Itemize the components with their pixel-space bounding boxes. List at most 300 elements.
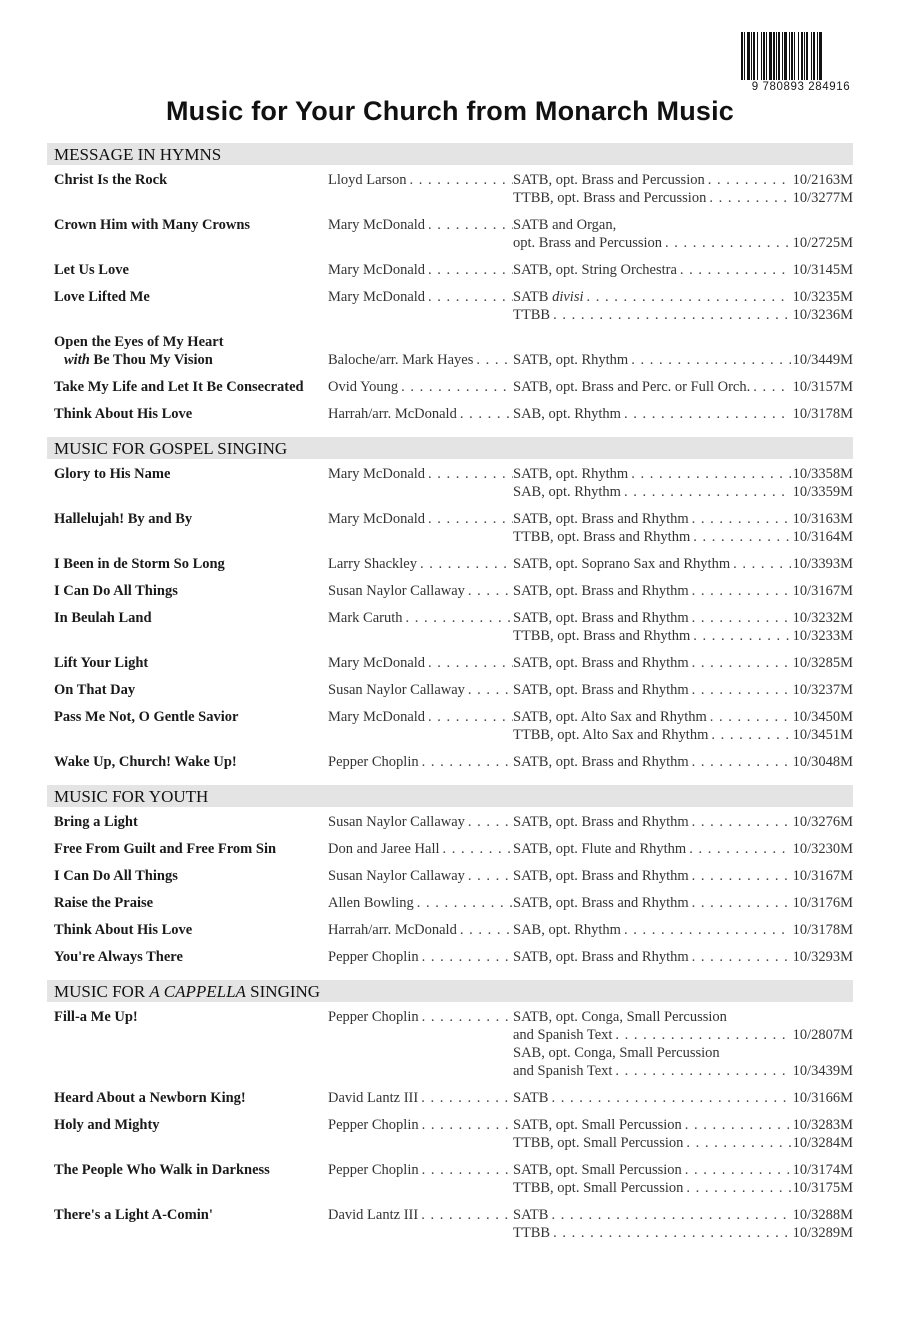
composer <box>328 1161 513 1179</box>
dot-leader <box>587 288 791 306</box>
voicing-line <box>513 1026 853 1044</box>
dot-leader <box>693 627 790 645</box>
voicings <box>513 654 853 672</box>
voicing-text <box>513 234 665 252</box>
voicing-label: SATB, opt. Brass and Percussion <box>513 172 705 188</box>
dot-leader <box>624 921 791 939</box>
voicing-text <box>513 189 709 207</box>
catalog-number: 10/3230M <box>792 841 853 857</box>
voicing-label: SATB, opt. Brass and Rhythm <box>513 583 689 599</box>
list-item <box>47 1161 853 1197</box>
composer-name: Susan Naylor Callaway <box>328 814 465 830</box>
list-item <box>47 582 853 600</box>
voicing-label: TTBB, opt. Small Percussion <box>513 1135 684 1151</box>
dot-leader <box>631 351 790 369</box>
song-title <box>54 510 322 528</box>
list-item <box>47 867 853 885</box>
list-item <box>47 609 853 645</box>
voicing-label: TTBB <box>513 307 551 323</box>
voicing-emphasis: divisi <box>552 289 584 305</box>
song-title-text: Let Us Love <box>54 262 129 278</box>
voicing-label: SATB, opt. Brass and Rhythm <box>513 895 689 911</box>
voicing-label: SATB, opt. Alto Sax and Rhythm <box>513 709 707 725</box>
barcode-bars <box>740 32 868 80</box>
section-list <box>47 459 853 771</box>
voicing-label: SATB, opt. Rhythm <box>513 352 629 368</box>
voicing-label: SATB, opt. Flute and Rhythm <box>513 841 687 857</box>
voicings <box>513 378 853 396</box>
voicings <box>513 867 853 885</box>
section-header <box>47 437 853 459</box>
voicing-line <box>513 726 853 744</box>
dot-leader <box>692 582 791 600</box>
voicing-line <box>513 948 853 966</box>
voicings <box>513 894 853 912</box>
voicing-text <box>513 1026 615 1044</box>
dot-leader <box>708 171 791 189</box>
list-item <box>47 288 853 324</box>
voicing-line <box>513 405 853 423</box>
voicing-line <box>513 234 853 252</box>
voicing-line <box>513 1062 853 1080</box>
voicing-line <box>513 654 853 672</box>
voicing-text <box>513 1179 686 1197</box>
voicing-label: SATB, opt. Brass and Rhythm <box>513 754 689 770</box>
voicings <box>513 510 853 546</box>
song-title-text: Bring a Light <box>54 814 138 830</box>
dot-leader <box>428 654 513 672</box>
voicing-line <box>513 171 853 189</box>
dot-leader <box>428 261 513 279</box>
catalog-sections <box>47 140 853 1251</box>
catalog-number: 10/3285M <box>792 655 853 671</box>
catalog-number: 10/3283M <box>792 1117 853 1133</box>
dot-leader <box>421 1089 513 1107</box>
list-item <box>47 378 853 396</box>
page-title: Music for Your Church from Monarch Music <box>165 96 735 126</box>
voicing-text <box>513 948 692 966</box>
voicings <box>513 753 853 771</box>
list-item <box>47 948 853 966</box>
dot-leader <box>410 171 513 189</box>
song-title <box>54 1116 322 1134</box>
song-title <box>54 708 322 726</box>
section-heading-text: MUSIC FOR <box>54 982 150 1001</box>
voicings <box>513 681 853 699</box>
catalog-number: 10/3358M <box>792 466 853 482</box>
composer-name: Harrah/arr. McDonald <box>328 922 457 938</box>
voicing-label: SATB, opt. Brass and Perc. or Full Orch. <box>513 379 751 395</box>
barcode-bar <box>817 32 818 80</box>
song-title-text: Think About His Love <box>54 922 193 938</box>
dot-leader <box>428 288 513 306</box>
voicing-text <box>513 378 753 396</box>
song-title-text: There's a Light A-Comin' <box>54 1207 213 1223</box>
catalog-number: 10/3048M <box>792 754 853 770</box>
list-item <box>47 813 853 831</box>
song-title <box>54 867 322 885</box>
voicing-text <box>513 1089 551 1107</box>
barcode-bar <box>741 32 743 80</box>
barcode-bar <box>811 32 812 80</box>
song-title <box>54 894 322 912</box>
composer <box>328 465 513 483</box>
barcode-bar <box>782 32 783 80</box>
list-item <box>47 654 853 672</box>
song-title <box>54 582 322 600</box>
song-title-text: Pass Me Not, O Gentle Savior <box>54 709 239 725</box>
song-title <box>54 654 322 672</box>
composer <box>328 867 513 885</box>
voicing-text <box>513 405 624 423</box>
composer-name: Don and Jaree Hall <box>328 841 440 857</box>
barcode-bar <box>757 32 758 80</box>
song-title-text: Take My Life and Let It Be Consecrated <box>54 379 304 395</box>
voicings <box>513 465 853 501</box>
dot-leader <box>420 555 513 573</box>
voicing-text <box>513 609 692 627</box>
composer-name: David Lantz III <box>328 1207 419 1223</box>
catalog-number: 10/3175M <box>792 1180 853 1196</box>
section-heading-text: MUSIC FOR GOSPEL SINGING <box>54 439 288 458</box>
voicing-text <box>513 840 689 858</box>
voicing-text <box>513 306 553 324</box>
voicing-text <box>513 510 692 528</box>
voicing-label: SATB <box>513 289 549 305</box>
voicing-line <box>513 681 853 699</box>
dot-leader <box>689 840 790 858</box>
dot-leader <box>422 1161 513 1179</box>
voicing-text <box>513 528 693 546</box>
barcode-bar <box>766 32 767 80</box>
voicing-text <box>513 894 692 912</box>
list-item <box>47 1008 853 1080</box>
composer <box>328 582 513 600</box>
list-item <box>47 753 853 771</box>
song-title-text: Christ Is the Rock <box>54 172 168 188</box>
barcode-bar <box>753 32 755 80</box>
dot-leader <box>685 1161 791 1179</box>
voicing-line <box>513 894 853 912</box>
composer <box>328 948 513 966</box>
voicing-label: TTBB, opt. Brass and Percussion <box>513 190 707 206</box>
voicing-label: SATB, opt. Conga, Small Percussion <box>513 1009 727 1025</box>
voicing-line <box>513 555 853 573</box>
list-item <box>47 1116 853 1152</box>
dot-leader <box>680 261 791 279</box>
composer <box>328 171 513 189</box>
voicing-label: and Spanish Text <box>513 1063 613 1079</box>
dot-leader <box>615 1062 790 1080</box>
dot-leader <box>692 681 791 699</box>
voicings <box>513 840 853 858</box>
voicing-label: opt. Brass and Percussion <box>513 235 663 251</box>
song-title-text: Lift Your Light <box>54 655 149 671</box>
dot-leader <box>686 1179 790 1197</box>
catalog-number: 10/3167M <box>792 868 853 884</box>
dot-leader <box>417 894 513 912</box>
barcode-bar <box>804 32 805 80</box>
voicings <box>513 333 853 369</box>
composer-name: Mary McDonald <box>328 289 426 305</box>
song-title <box>54 681 322 699</box>
composer-name: Mary McDonald <box>328 262 426 278</box>
dot-leader <box>686 1134 790 1152</box>
voicing-label: and Spanish Text <box>513 1027 613 1043</box>
section-heading-text: MESSAGE IN HYMNS <box>54 145 222 164</box>
composer-name: Baloche/arr. Mark Hayes <box>328 352 474 368</box>
voicing-text <box>513 1008 730 1026</box>
composer <box>328 216 513 234</box>
voicing-text <box>513 465 631 483</box>
voicing-text <box>513 654 692 672</box>
voicing-text <box>513 921 624 939</box>
composer <box>328 555 513 573</box>
composer <box>328 351 513 369</box>
list-item <box>47 1206 853 1242</box>
voicing-line <box>513 1179 853 1197</box>
voicing-label: TTBB, opt. Alto Sax and Rhythm <box>513 727 709 743</box>
song-title <box>54 465 322 483</box>
section-list <box>47 807 853 966</box>
dot-leader <box>624 483 791 501</box>
voicing-text <box>513 867 692 885</box>
dot-leader <box>692 867 791 885</box>
voicing-text <box>513 483 624 501</box>
barcode-bar <box>773 32 775 80</box>
song-title-text: I Can Do All Things <box>54 868 178 884</box>
song-title <box>54 1089 322 1107</box>
song-title <box>54 333 322 369</box>
catalog-number: 10/3174M <box>792 1162 853 1178</box>
voicing-line <box>513 216 853 234</box>
voicing-line <box>513 351 853 369</box>
song-title <box>54 1206 322 1224</box>
dot-leader <box>692 609 791 627</box>
barcode-bar <box>819 32 822 80</box>
voicing-line <box>513 1116 853 1134</box>
voicings <box>513 261 853 279</box>
composer-name: Susan Naylor Callaway <box>328 868 465 884</box>
voicing-line <box>513 483 853 501</box>
catalog-number: 10/3164M <box>792 529 853 545</box>
voicings <box>513 921 853 939</box>
voicing-line <box>513 1224 853 1242</box>
dot-leader <box>443 840 513 858</box>
voicing-label: TTBB, opt. Brass and Rhythm <box>513 628 691 644</box>
song-title <box>54 840 322 858</box>
barcode-bar <box>801 32 803 80</box>
catalog-number: 10/3167M <box>792 583 853 599</box>
list-item <box>47 555 853 573</box>
list-item <box>47 261 853 279</box>
voicing-text <box>513 288 587 306</box>
voicing-line <box>513 921 853 939</box>
barcode-bar <box>806 32 808 80</box>
barcode-bar <box>744 32 745 80</box>
dot-leader <box>693 528 790 546</box>
voicing-line <box>513 306 853 324</box>
voicing-line <box>513 465 853 483</box>
list-item <box>47 465 853 501</box>
composer-name: Mary McDonald <box>328 709 426 725</box>
dot-leader <box>733 555 790 573</box>
composer <box>328 1206 513 1224</box>
list-item <box>47 171 853 207</box>
composer-name: Susan Naylor Callaway <box>328 583 465 599</box>
voicing-label: SATB, opt. Brass and Rhythm <box>513 868 689 884</box>
section-header <box>47 785 853 807</box>
dot-leader <box>665 234 791 252</box>
list-item <box>47 1089 853 1107</box>
voicing-label: SATB, opt. Brass and Rhythm <box>513 511 689 527</box>
voicing-label: SAB, opt. Conga, Small Percussion <box>513 1045 720 1061</box>
composer-name: Pepper Choplin <box>328 1162 419 1178</box>
voicing-line <box>513 189 853 207</box>
composer-name: Allen Bowling <box>328 895 414 911</box>
song-subtitle-indent <box>54 352 213 368</box>
song-title-text: In Beulah Land <box>54 610 152 626</box>
composer-name: Pepper Choplin <box>328 754 419 770</box>
composer <box>328 405 513 423</box>
barcode-bar <box>813 32 815 80</box>
barcode-bar <box>789 32 790 80</box>
voicing-line <box>513 753 853 771</box>
song-title <box>54 405 322 423</box>
dot-leader <box>422 753 513 771</box>
dot-leader <box>428 465 513 483</box>
voicing-line <box>513 1044 853 1062</box>
composer-name: Larry Shackley <box>328 556 417 572</box>
composer-name: Pepper Choplin <box>328 949 419 965</box>
voicing-text <box>513 681 692 699</box>
voicing-label: SAB, opt. Rhythm <box>513 484 621 500</box>
voicing-text <box>513 582 692 600</box>
catalog-number: 10/2163M <box>792 172 853 188</box>
song-title <box>54 1008 322 1026</box>
voicing-label: SATB, opt. Brass and Rhythm <box>513 610 689 626</box>
voicing-line <box>513 1008 853 1026</box>
voicing-line <box>513 378 853 396</box>
dot-leader <box>709 189 790 207</box>
catalog-number: 10/3145M <box>792 262 853 278</box>
voicing-text <box>513 261 680 279</box>
song-title-text: You're Always There <box>54 949 183 965</box>
song-title <box>54 921 322 939</box>
voicing-label: SAB, opt. Rhythm <box>513 406 621 422</box>
composer <box>328 1089 513 1107</box>
barcode-bar <box>798 32 799 80</box>
song-title <box>54 171 322 189</box>
song-title-text: Love Lifted Me <box>54 289 150 305</box>
voicing-line <box>513 333 853 351</box>
voicing-text <box>513 753 692 771</box>
voicing-label: SAB, opt. Rhythm <box>513 922 621 938</box>
voicing-line <box>513 582 853 600</box>
composer-name: Harrah/arr. McDonald <box>328 406 457 422</box>
section-header <box>47 980 853 1002</box>
composer <box>328 1116 513 1134</box>
song-title <box>54 216 322 234</box>
song-title <box>54 288 322 306</box>
barcode-bar <box>763 32 765 80</box>
dot-leader <box>685 1116 791 1134</box>
section-heading-emphasis: A CAPPELLA <box>149 982 246 1001</box>
voicings <box>513 1206 853 1242</box>
voicing-line <box>513 813 853 831</box>
composer <box>328 609 513 627</box>
voicing-text <box>513 726 711 744</box>
barcode-bar <box>791 32 793 80</box>
list-item <box>47 894 853 912</box>
song-title-text: Crown Him with Many Crowns <box>54 217 251 233</box>
voicing-text <box>513 171 708 189</box>
voicing-label: SATB, opt. Brass and Rhythm <box>513 655 689 671</box>
composer <box>328 681 513 699</box>
dot-leader <box>553 1224 791 1242</box>
voicings <box>513 813 853 831</box>
catalog-number: 10/3232M <box>792 610 853 626</box>
dot-leader <box>428 216 513 234</box>
dot-leader <box>692 753 791 771</box>
catalog-number: 10/3451M <box>792 727 853 743</box>
dot-leader <box>631 465 790 483</box>
voicing-label: SATB <box>513 1090 549 1106</box>
dot-leader <box>692 654 791 672</box>
list-item <box>47 405 853 423</box>
barcode-number: 9 780893 284916 <box>733 80 869 94</box>
song-title-text: I Been in de Storm So Long <box>54 556 225 572</box>
catalog-number: 10/2725M <box>792 235 853 251</box>
catalog-number: 10/3284M <box>792 1135 853 1151</box>
dot-leader <box>401 378 513 396</box>
voicing-line <box>513 627 853 645</box>
voicing-line <box>513 1089 853 1107</box>
voicing-label: SATB, opt. Small Percussion <box>513 1117 682 1133</box>
song-title-text: Hallelujah! By and By <box>54 511 193 527</box>
dot-leader <box>468 582 513 600</box>
composer-name: Susan Naylor Callaway <box>328 682 465 698</box>
dot-leader <box>421 1206 513 1224</box>
composer-name: Pepper Choplin <box>328 1009 419 1025</box>
song-title-text: Open the Eyes of My Heart <box>54 334 224 350</box>
voicing-text <box>513 1116 685 1134</box>
voicing-label: SATB, opt. Rhythm <box>513 466 629 482</box>
song-title-text: On That Day <box>54 682 136 698</box>
song-subtitle: Be Thou My Vision <box>89 352 213 368</box>
voicings <box>513 1116 853 1152</box>
list-item <box>47 216 853 252</box>
dot-leader <box>624 405 791 423</box>
dot-leader <box>406 609 514 627</box>
voicing-text <box>513 1161 685 1179</box>
voicing-line <box>513 1206 853 1224</box>
voicing-label: SATB, opt. String Orchestra <box>513 262 677 278</box>
voicing-label: TTBB, opt. Brass and Rhythm <box>513 529 691 545</box>
barcode-bar <box>784 32 787 80</box>
composer-name: Pepper Choplin <box>328 1117 419 1133</box>
voicing-label: TTBB, opt. Small Percussion <box>513 1180 684 1196</box>
composer <box>328 708 513 726</box>
composer <box>328 288 513 306</box>
composer <box>328 654 513 672</box>
list-item <box>47 708 853 744</box>
voicing-text <box>513 1224 553 1242</box>
song-title-text: Heard About a Newborn King! <box>54 1090 246 1106</box>
catalog-number: 10/3166M <box>792 1090 853 1106</box>
voicing-text <box>513 1044 723 1062</box>
voicings <box>513 582 853 600</box>
